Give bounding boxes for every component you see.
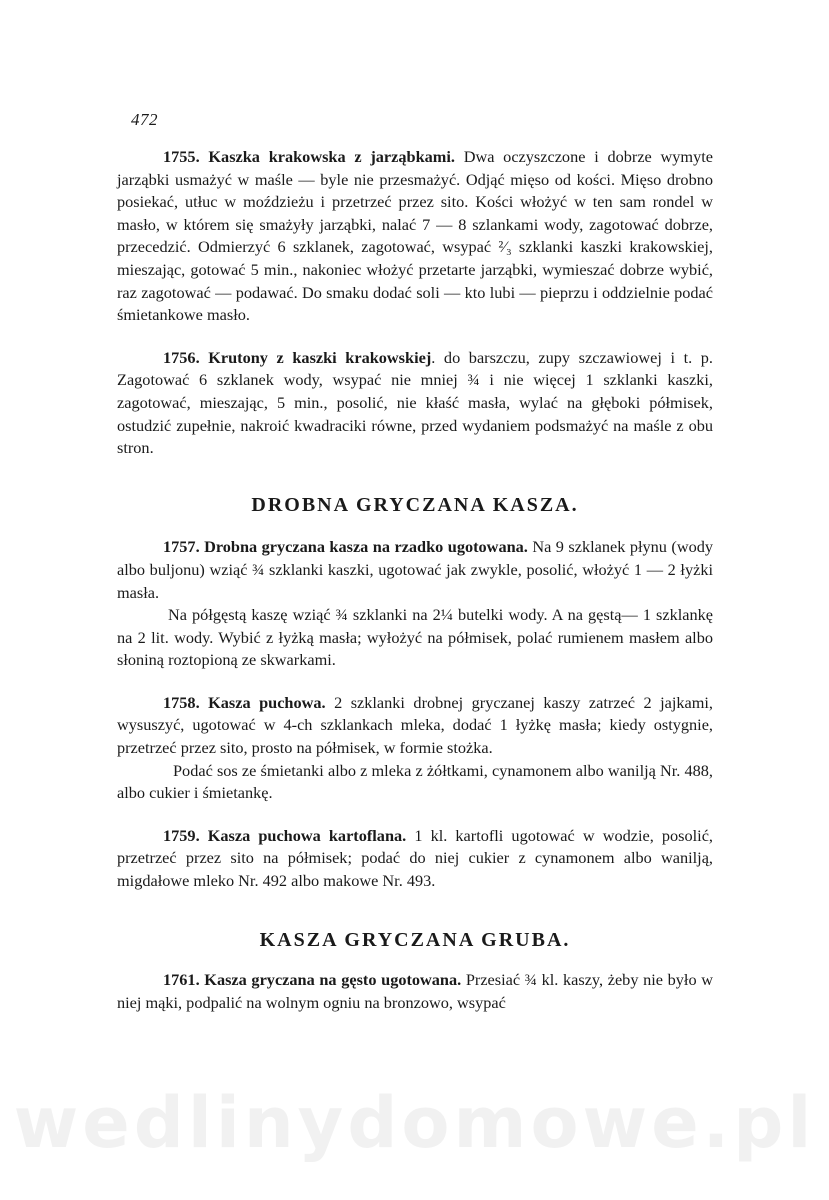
recipe-1757 bbox=[117, 536, 713, 672]
recipe-title: 1757. Drobna gryczana kasza na rzadko ugotowana. bbox=[163, 537, 528, 557]
page-number: 472 bbox=[131, 110, 158, 129]
recipe-1761 bbox=[117, 969, 713, 1014]
section-heading-drobna-gryczana-kasza: DROBNA GRYCZANA KASZA. bbox=[251, 493, 579, 516]
recipe-1759 bbox=[117, 825, 713, 893]
recipe-1756 bbox=[117, 347, 713, 460]
recipe-paragraph: 1756. Krutony z kaszki krakowskiej. do barszczu, zupy szczawiowej i t. p. Zagotować 6 szklanek wody, wsypać nie mniej ¾ i nie więcej 1 szklanki kaszki, zagotować, mieszając, 5 min., posolić, nie kłaść masła, wylać na głęboki półmisek, ostudzić zupełnie, nakroić kwadraciki równe, przed wydaniem podsmażyć na maśle z obu stron. bbox=[117, 347, 713, 458]
recipe-paragraph: 1758. Kasza puchowa. 2 szklanki drobnej gryczanej kaszy zatrzeć 2 jajkami, wysuszyć, ugotować w 4-ch szklankach mleka, dodać 1 łyżkę masła; kiedy ostygnie, przetrzeć przez sito, prosto na półmisek, w formie stożka. bbox=[117, 692, 713, 758]
recipe-paragraph: 1761. Kasza gryczana na gęsto ugotowana. Przesiać ¾ kl. kaszy, żeby nie było w niej mąki, podpalić na wolnym ogniu na bronzowo, wsypać bbox=[117, 970, 713, 1012]
recipe-paragraph: 1757. Drobna gryczana kasza na rzadko ugotowana. Na 9 szklanek płynu (wody albo buljonu) wziąć ¾ szklanki kaszki, ugotować jak zwykle, posolić, włożyć 1 — 2 łyżki masła. bbox=[117, 537, 714, 602]
recipe-title: 1758. Kasza puchowa. bbox=[163, 692, 326, 712]
recipe-1755 bbox=[117, 146, 713, 327]
recipe-paragraph: 1759. Kasza puchowa kartoflana. 1 kl. kartofli ugotować w wodzie, posolić, przetrzeć przez sito na półmisek; podać do niej cukier z cynamonem albo wanilją, migdałowe mleko Nr. 492 albo makowe Nr. 493. bbox=[117, 825, 713, 891]
recipe-title: 1756. Krutony z kaszki krakowskiej bbox=[163, 347, 432, 367]
recipe-title: 1761. Kasza gryczana na gęsto ugotowana. bbox=[163, 970, 462, 990]
recipe-paragraph: 1755. Kaszka krakowska z jarząbkami. Dwa oczyszczone i dobrze wymyte jarząbki usmażyć w maśle — byle nie przesmażyć. Odjąć mięso od kości. Mięso drobno posiekać, utłuc w moździeżu i przetrzeć przez sito. Kości włożyć w ten sam rondel w masło, w którem się smażyły jarząbki, nalać 7 — 8 szlankami wody, zagotować dobrze, przecedzić. Odmierzyć 6 szklanek, zagotować, wsypać ²⁄₃ szklanki kaszki krakowskiej, mieszając, gotować 5 min., nakoniec włożyć przetarte jarząbki, wymieszać dobrze wybić, raz zagotować — podawać. Do smaku dodać soli — kto lubi — pieprzu i oddzielnie podać śmietankowe masło. bbox=[117, 147, 713, 325]
section-heading-kasza-gryczana-gruba: KASZA GRYCZANA GRUBA. bbox=[259, 928, 571, 951]
recipe-paragraph: Podać sos ze śmietanki albo z mleka z żółtkami, cynamonem albo wanilją Nr. 488, albo cukier i śmietankę. bbox=[117, 760, 713, 803]
page-content bbox=[117, 146, 713, 1014]
watermark: wedlinydomowe.pl bbox=[13, 1082, 816, 1164]
recipe-title: 1755. Kaszka krakowska z jarząbkami. bbox=[163, 147, 455, 166]
recipe-title: 1759. Kasza puchowa kartoflana. bbox=[163, 825, 407, 845]
recipe-1758 bbox=[117, 692, 713, 805]
recipe-paragraph: Na półgęstą kaszę wziąć ¾ szklanki na 2¼ butelki wody. A na gęstą— 1 szklankę na 2 lit. wody. Wybić z łyżką masła; wyłożyć na półmisek, polać rumienem masłem albo słoniną roztopioną ze skwarkami. bbox=[117, 605, 713, 670]
